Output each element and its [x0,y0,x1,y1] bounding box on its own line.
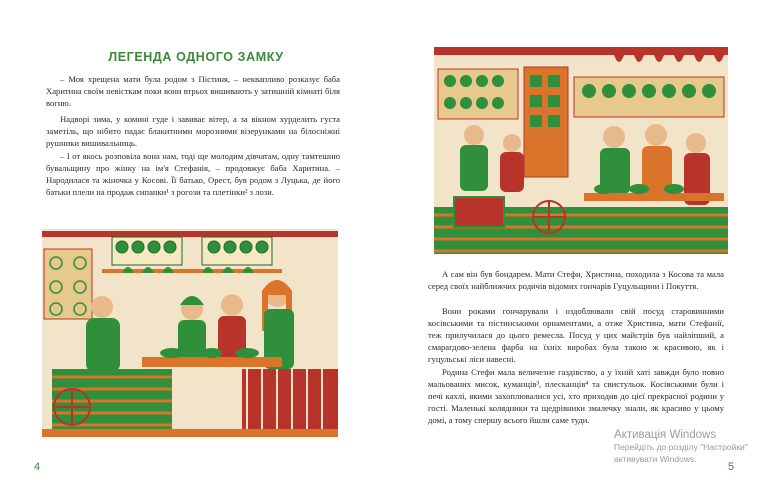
paragraph: – Моя хрещена мати була родом з Пістиня, – неквапливо розказує баба Харитина своїм невісткам поки вони втрьох вишивають у затишній кімнаті біля вогню. [46,74,340,109]
right-page [384,0,768,483]
page-title: ЛЕГЕНДА ОДНОГО ЗАМКУ [108,50,284,64]
paragraph: А сам він був бондарем. Мати Стефи, Христина, походила з Косова та мала серед своїх найближчих родичів відомих гончарів Гуцульщини і Покуття. [428,269,724,292]
watermark-line: Перейдіть до розділу "Настройки" [614,442,748,452]
windows-activation-watermark [614,429,748,465]
illustration-potters-workshop [434,47,728,254]
paragraph: Надворі зима, у комині гуде і завиває вітер, а за вікном хурделить густа заметіль, що нібито падає блакитними морозними візерунками на білосніжні рушники вишивальниць. [46,114,340,149]
paragraph: – І от якось розповіла вона нам, тоді ще молодим дівчатам, одну тамтешню бувальщину про жінку на ім'я Стефанія, – продовжує баба Харитина. – Народилася та жіночка у Косові. Її батько, Орест, був родом з Луцька, де його батьки плели на продаж сипанки¹ з рогози та плетінки² з лози. [46,151,340,198]
watermark-title: Активація Windows [614,429,717,441]
paragraph: Родина Стефи мала величезне газдівство, а у їхній хаті завжди було повно мальованих мисок, куманців³, плесканців⁴ та свистульок. Косівськими були і печі кахлі, якими захоплювалися усі, хто приходив до цієї прекрасної родини у гості. Маленькі колядники та щедрівники змалечку знали, як красиво у цьому домі, а тому спершу всього йшли саме туди. [428,367,724,426]
page-number: 5 [728,461,735,473]
paragraph: Вони роками гончарували і оздоблювали свій посуд старовинними косівськими та пістинськими орнаментами, а отже Христина, мати Стефанії, теж прилучилася до цього ремесла. Посуд у цих майстрів був найліпший, а смарагдово-зелена фарба на їхніх виробах була такою ж красивою, як і гуцульські ліси навесні. [428,306,724,365]
illustration-pottery-family [42,229,338,437]
watermark-line: активувати Windows. [614,454,697,464]
page-number: 4 [34,461,41,473]
